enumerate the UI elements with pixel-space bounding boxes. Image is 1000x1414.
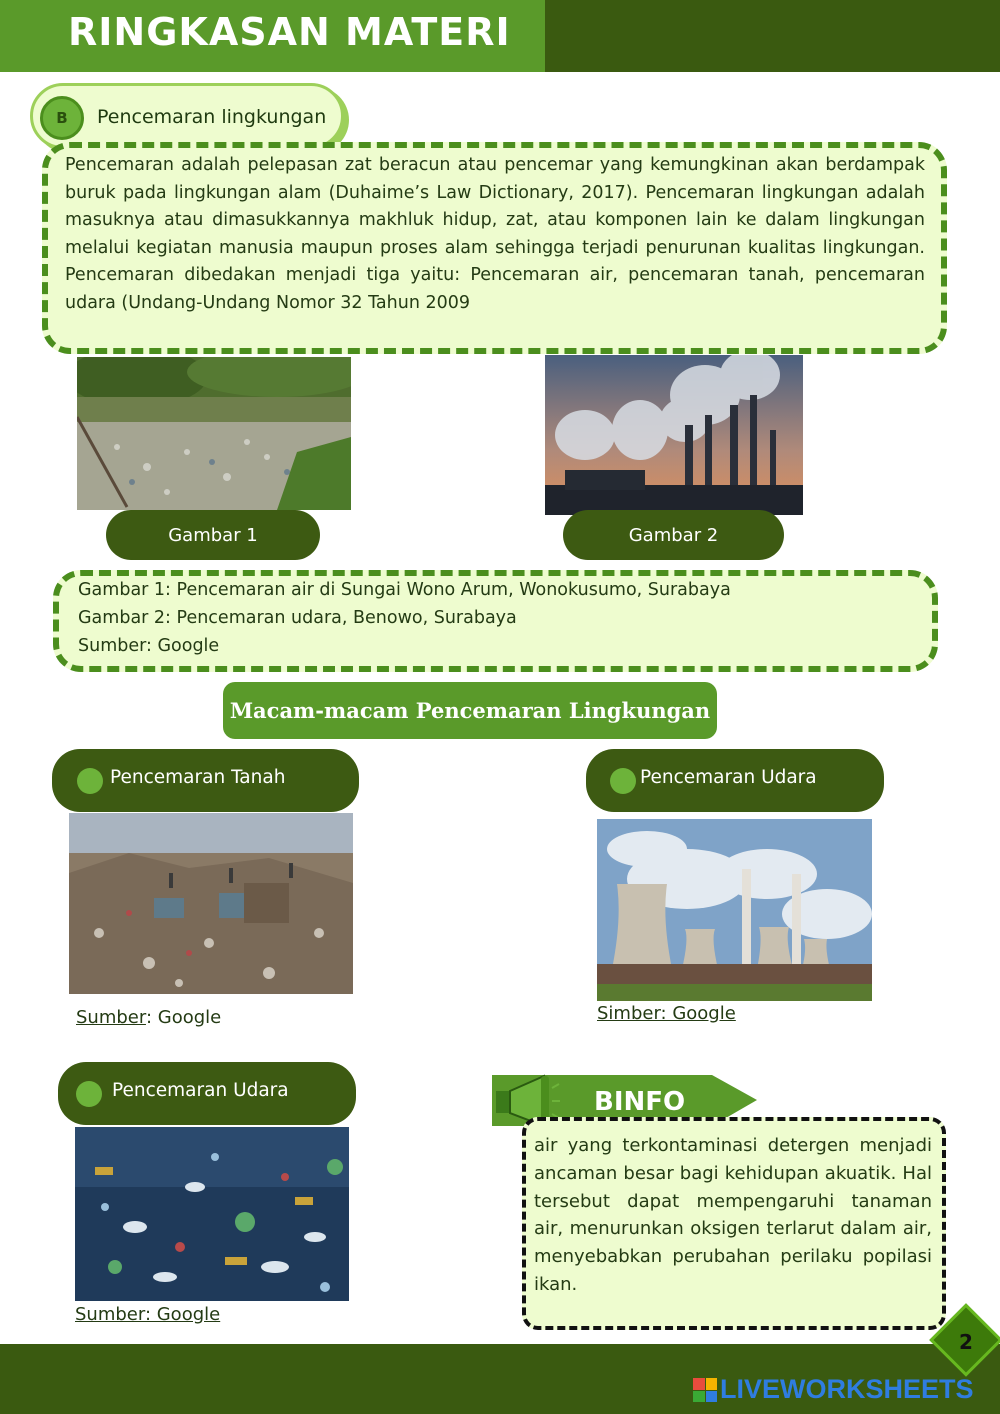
category-pill-udara-2 xyxy=(58,1062,356,1125)
category-label: Pencemaran Tanah xyxy=(110,767,286,788)
intro-text: Pencemaran adalah pelepasan zat beracun atau pencemar yang kemungkinan akan berdampak buruk pada lingkungan alam (Duhaime’s Law Dictionary, 2017). Pencemaran lingkungan adalah masuknya atau dimasukkannya makhluk hidup, zat, atau komponen lain ke dalam lingkungan melalui kegiatan manusia maupun proses alam sehingga terjadi penurunan kualitas lingkungan. Pencemaran dibedakan menjadi tiga yaitu: Pencemaran air, pencemaran tanah, pencemaran udara (Undang-Undang Nomor 32 Tahun 2009 xyxy=(65,155,925,313)
category-pill-tanah xyxy=(52,749,359,812)
page-title: RINGKASAN MATERI xyxy=(68,10,511,54)
types-heading: Macam-macam Pencemaran Lingkungan xyxy=(223,682,717,739)
category-pill-udara xyxy=(586,749,884,812)
section-title: Pencemaran lingkungan xyxy=(97,106,327,128)
source-udara-1[interactable]: Simber: Google xyxy=(597,1003,736,1024)
header-bar-dark xyxy=(545,0,1000,72)
plastic-water-photo xyxy=(75,1127,349,1301)
figure-1-label: Gambar 1 xyxy=(106,510,320,560)
source-udara-2[interactable]: Sumber: Google xyxy=(75,1304,221,1325)
category-label: Pencemaran Udara xyxy=(112,1080,289,1101)
river-pollution-photo xyxy=(77,357,351,510)
figure-2-label: Gambar 2 xyxy=(563,510,784,560)
binfo-title: BINFO xyxy=(594,1087,686,1117)
page-number: 2 xyxy=(959,1330,973,1354)
bullet-dot-icon xyxy=(77,768,103,794)
category-label: Pencemaran Udara xyxy=(640,767,817,788)
landfill-photo xyxy=(69,813,353,994)
source-link[interactable]: Sumber xyxy=(76,1007,146,1028)
source-rest: : Google xyxy=(145,1007,222,1028)
caption-line-1: Gambar 1: Pencemaran air di Sungai Wono Arum, Wonokusumo, Surabaya xyxy=(78,580,731,600)
caption-text xyxy=(78,577,731,660)
bullet-dot-icon xyxy=(610,768,636,794)
caption-line-2: Gambar 2: Pencemaran udara, Benowo, Surabaya xyxy=(78,607,517,628)
liveworksheets-logo-icon xyxy=(693,1378,717,1402)
caption-line-3: Sumber: Google xyxy=(78,635,220,656)
source-tanah xyxy=(76,1007,221,1028)
factory-smoke-photo xyxy=(545,355,803,515)
brand-watermark[interactable]: LIVEWORKSHEETS xyxy=(720,1374,974,1404)
bullet-dot-icon xyxy=(76,1081,102,1107)
power-plant-photo xyxy=(597,819,872,1001)
binfo-text: air yang terkontaminasi detergen menjadi ancaman besar bagi kehidupan akuatik. Hal tersebut dapat mempengaruhi tanaman air, menurunkan oksigen terlarut dalam air, menyebabkan perubahan perilaku popilasi ikan. xyxy=(534,1135,932,1295)
section-badge: B xyxy=(40,96,84,140)
